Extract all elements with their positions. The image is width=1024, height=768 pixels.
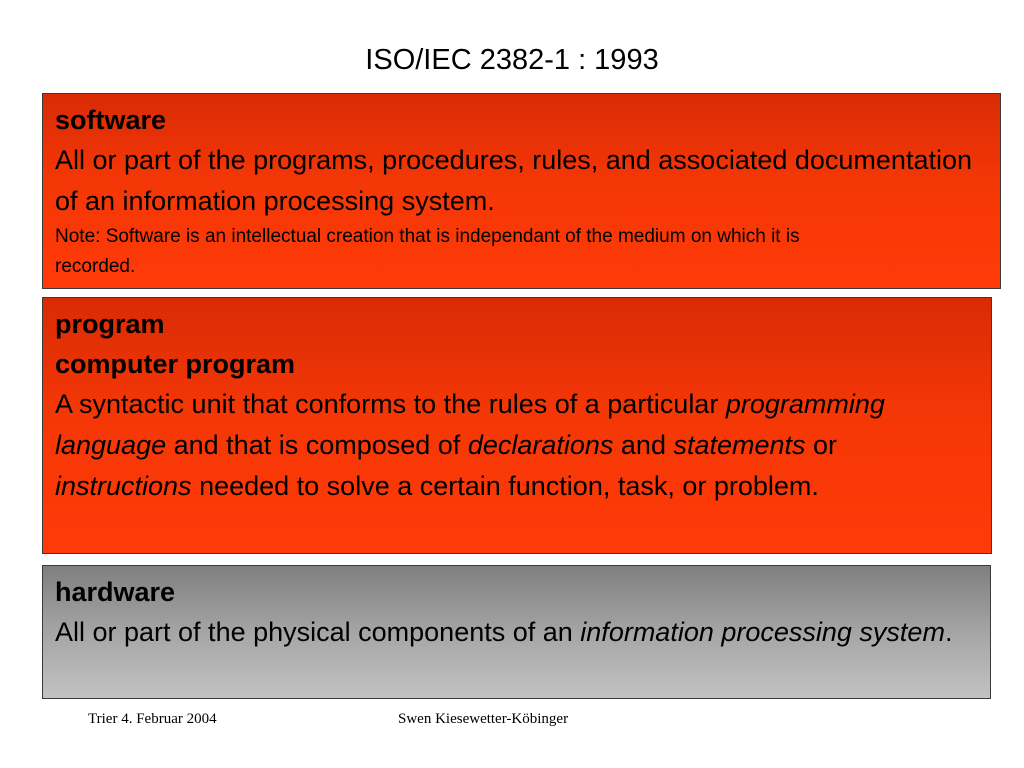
program-term: program bbox=[55, 309, 165, 339]
footer-date: Trier 4. Februar 2004 bbox=[88, 711, 217, 727]
hardware-def-text-2: . bbox=[944, 617, 953, 647]
hardware-term: hardware bbox=[55, 577, 176, 607]
program-definition-box bbox=[42, 297, 992, 554]
program-definition bbox=[55, 384, 979, 507]
footer-author: Swen Kiesewetter-Köbinger bbox=[398, 711, 569, 727]
information-processing-system-term: information processing system bbox=[580, 617, 945, 647]
program-def-text-3: and bbox=[613, 430, 674, 460]
hardware-def-text-1: All or part of the physical components of an bbox=[55, 617, 581, 647]
program-def-text-2: and that is composed of bbox=[166, 430, 468, 460]
program-def-text-4: or bbox=[805, 430, 838, 460]
declarations-term: declarations bbox=[467, 430, 614, 460]
statements-term: statements bbox=[673, 430, 806, 460]
software-definition-box bbox=[42, 93, 1001, 289]
computer-program-term: computer program bbox=[55, 349, 296, 379]
software-definition: All or part of the programs, procedures, rules, and associated documentation of an information processing system. bbox=[55, 145, 972, 216]
instructions-term: instructions bbox=[55, 471, 192, 501]
software-note: Note: Software is an intellectual creation that is independant of the medium on which it is recorded. bbox=[55, 226, 800, 277]
program-def-text-5: needed to solve a certain function, task, or problem. bbox=[191, 471, 819, 501]
programming-language-term: programming language bbox=[55, 389, 885, 460]
software-term: software bbox=[55, 105, 167, 135]
hardware-definition bbox=[55, 612, 978, 653]
program-def-text-1: A syntactic unit that conforms to the rules of a particular bbox=[55, 389, 726, 419]
hardware-definition-box bbox=[42, 565, 991, 699]
slide-title: ISO/IEC 2382-1 : 1993 bbox=[365, 44, 659, 76]
